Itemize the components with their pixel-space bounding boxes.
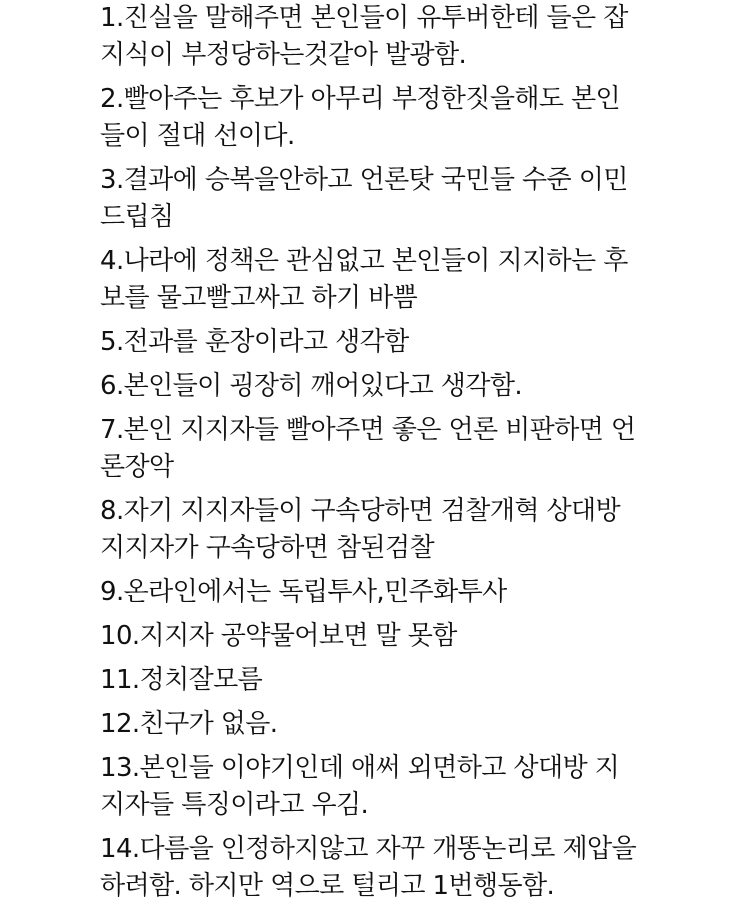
item-7-line-1: 7.본인 지지자들 빨아주면 좋은 언론 비판하면 언 [100, 415, 636, 445]
list-item-9 [100, 574, 745, 618]
item-13-line-2: 지자들 특징이라고 우김. [100, 790, 369, 820]
item-12-line-1: 12.친구가 없음. [100, 709, 278, 739]
item-3-line-2: 드립침 [100, 202, 174, 232]
item-7-line-2: 론장악 [100, 452, 174, 482]
list-item-4 [100, 243, 745, 324]
item-9-line-1: 9.온라인에서는 독립투사,민주화투사 [100, 577, 507, 607]
list-item-8 [100, 493, 745, 574]
item-2-line-2: 들이 절대 선이다. [100, 121, 295, 151]
list-item-12 [100, 706, 745, 750]
item-10-line-1: 10.지지자 공약물어보면 말 못함 [100, 621, 457, 651]
item-6-line-1: 6.본인들이 굉장히 깨어있다고 생각함. [100, 371, 523, 401]
list-item-6 [100, 368, 745, 412]
item-8-line-2: 지지자가 구속당하면 참된검찰 [100, 533, 435, 563]
item-14-line-2: 하려함. 하지만 역으로 털리고 1번행동함. [100, 871, 555, 901]
list-item-7 [100, 412, 745, 493]
item-4-line-1: 4.나라에 정책은 관심없고 본인들이 지지하는 후 [100, 246, 628, 276]
list-item-3 [100, 162, 745, 243]
list-item-1 [100, 0, 745, 81]
list-item-2 [100, 81, 745, 162]
list-item-11 [100, 662, 745, 706]
item-1-line-1: 1.진실을 말해주면 본인들이 유투버한테 들은 잡 [100, 3, 628, 33]
item-1-line-2: 지식이 부정당하는것같아 발광함. [100, 40, 467, 70]
item-13-line-1: 13.본인들 이야기인데 애써 외면하고 상대방 지 [100, 753, 620, 783]
list-item-13 [100, 750, 745, 831]
item-14-line-1: 14.다름을 인정하지않고 자꾸 개똥논리로 제압을 [100, 834, 637, 864]
item-11-line-1: 11.정치잘모름 [100, 665, 263, 695]
item-2-line-1: 2.빨아주는 후보가 아무리 부정한짓을해도 본인 [100, 84, 621, 114]
list-item-5 [100, 324, 745, 368]
item-3-line-1: 3.결과에 승복을안하고 언론탓 국민들 수준 이민 [100, 165, 628, 195]
text-document [100, 0, 745, 905]
item-5-line-1: 5.전과를 훈장이라고 생각함 [100, 327, 409, 357]
item-4-line-2: 보를 물고빨고싸고 하기 바쁨 [100, 283, 418, 313]
item-8-line-1: 8.자기 지지자들이 구속당하면 검찰개혁 상대방 [100, 496, 621, 526]
list-item-10 [100, 618, 745, 662]
list-item-14 [100, 831, 745, 905]
